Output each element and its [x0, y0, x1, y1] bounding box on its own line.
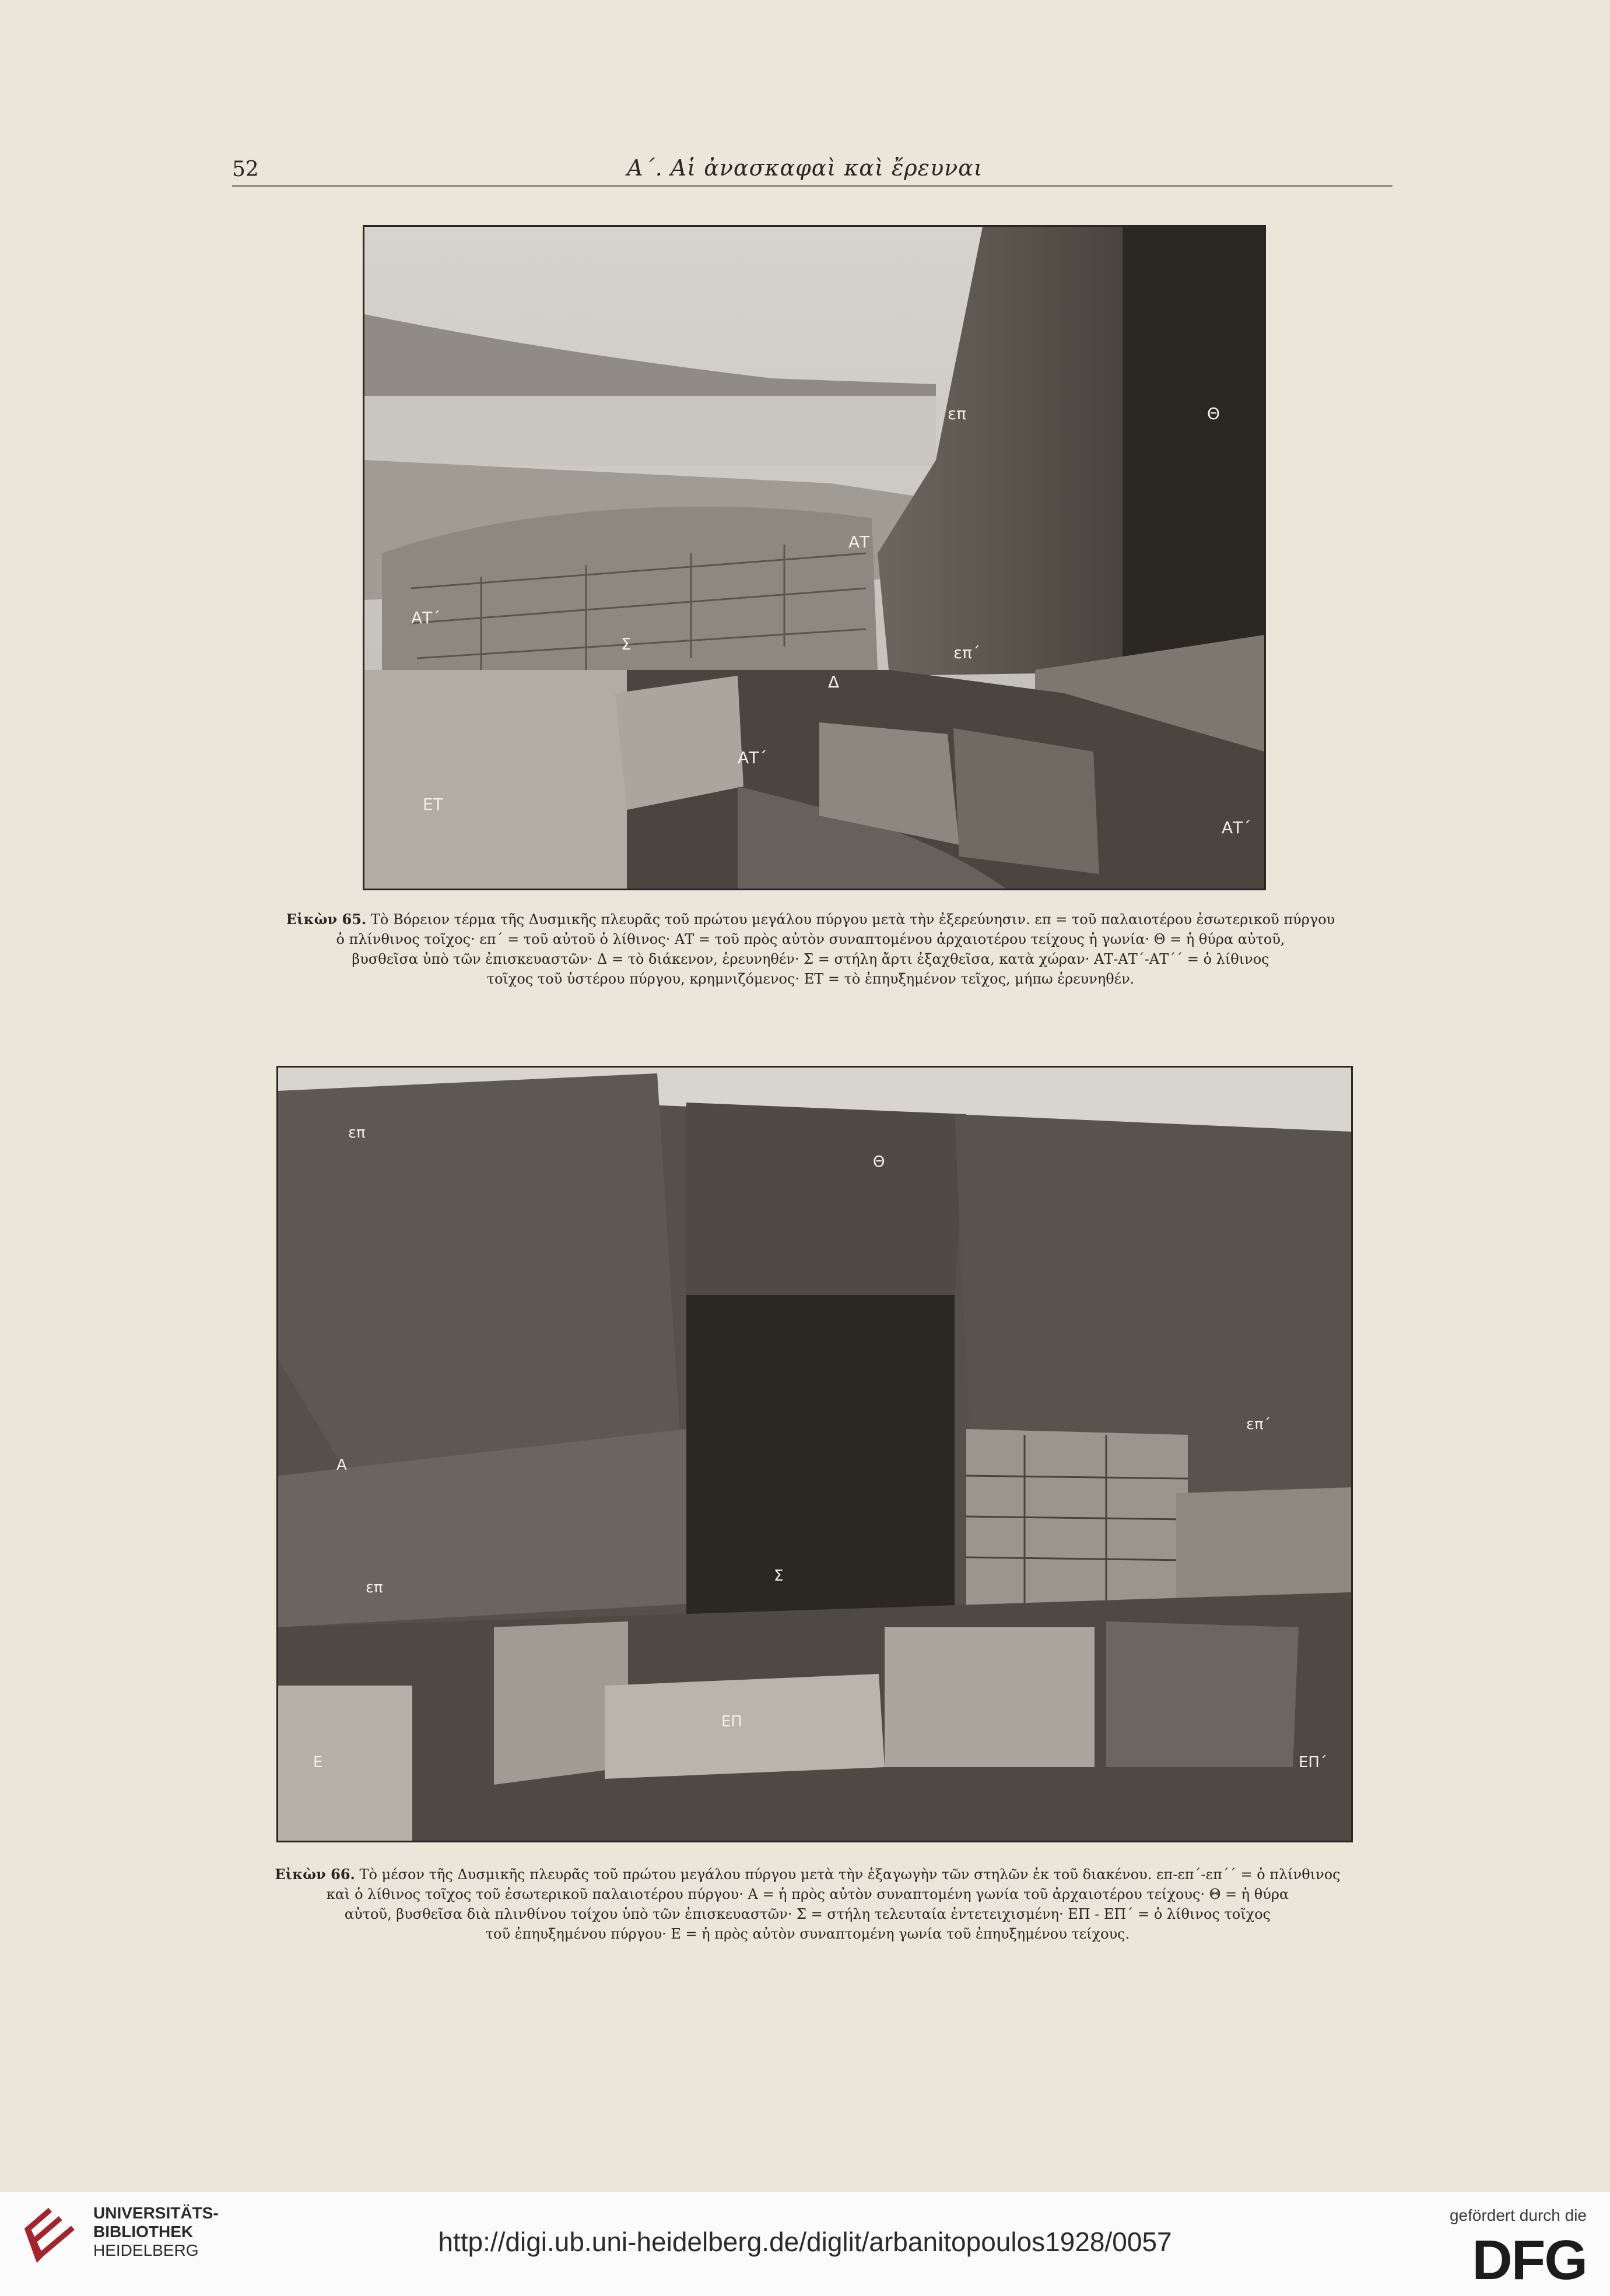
caption-line: Εἰκὼν 66. Τὸ μέσον τῆς Δυσμικῆς πλευρᾶς τοῦ πρώτου μεγάλου πύργου μετὰ τὴν ἐξαγωγὴν τῶν στηλῶν ἐκ τοῦ διακένου. επ-επ΄-επ΄΄ = ὁ πλίνθινος — [275, 1866, 1341, 1883]
header-rule — [232, 185, 1392, 187]
permalink-url[interactable]: http://digi.ub.uni-heidelberg.de/diglit/arbanitopoulos1928/0057 — [438, 2227, 1172, 2257]
label-a: Α — [336, 1456, 347, 1474]
funded-by-label: gefördert durch die — [1449, 2206, 1587, 2224]
label-ep-bottom-right: ΕΠ΄ — [1299, 1754, 1327, 1771]
dfg-logo: DFG — [1472, 2229, 1587, 2291]
label-ep-right: επ΄ — [1246, 1416, 1271, 1433]
page-number: 52 — [232, 157, 259, 181]
caption-lead: Εἰκὼν 65. — [286, 911, 367, 928]
label-ep-top: επ — [348, 1124, 366, 1142]
label-ep-prime: επ΄ — [953, 643, 980, 662]
figure-66-caption — [257, 1865, 1359, 1944]
label-ep-center: ΕΠ — [721, 1713, 742, 1730]
caption-line: τοῦ ἐπηυξημένου πύργου· Ε = ἡ πρὸς αὐτὸν συναπτομένη γωνία τοῦ ἐπηυξημένου τείχους. — [485, 1926, 1130, 1942]
caption-line: Εἰκὼν 65. Τὸ Βόρειον τέρμα τῆς Δυσμικῆς πλευρᾶς τοῦ πρώτου μεγάλου πύργου μετὰ τὴν ἐξερεύνησιν. επ = τοῦ παλαιοτέρου ἐσωτερικοῦ πύργου — [286, 911, 1335, 928]
label-ep: επ — [948, 404, 966, 423]
university-library-name: UNIVERSITÄTS- BIBLIOTHEK HEIDELBERG — [93, 2204, 219, 2259]
label-at-left: ΑΤ΄ — [411, 608, 441, 627]
label-theta: Θ — [1207, 404, 1220, 423]
label-delta: Δ — [828, 672, 840, 691]
label-sigma: Σ — [621, 634, 632, 654]
running-title: Α΄. Αἱ ἀνασκαφαὶ καὶ ἔρευναι — [627, 155, 983, 181]
label-et: ΕΤ — [423, 795, 443, 814]
caption-lead: Εἰκὼν 66. — [275, 1866, 355, 1883]
figure-65-photo — [363, 225, 1266, 890]
label-ep-left: επ — [366, 1579, 383, 1596]
caption-line: βυσθεῖσα ὑπὸ τῶν ἐπισκευαστῶν· Δ = τὸ διάκενον, ἐρευνηθέν· Σ = στήλη ἄρτι ἐξαχθεῖσα, κατὰ χώραν· ΑΤ-ΑΤ΄-ΑΤ΄΄ = ὁ λίθινος — [352, 951, 1269, 967]
label-sigma: Σ — [774, 1567, 784, 1585]
caption-line: καὶ ὁ λίθινος τοῖχος τοῦ ἐσωτερικοῦ παλαιοτέρου πύργου· Α = ἡ πρὸς αὐτὸν συναπτομένη γωνία τοῦ ἀρχαιοτέρου τείχους· Θ = ἡ θύρα — [326, 1886, 1289, 1902]
figure-66-image — [278, 1068, 1351, 1841]
label-at-right: ΑΤ΄ — [1222, 818, 1251, 837]
label-at-prime: ΑΤ΄ — [738, 748, 767, 767]
label-at: ΑΤ — [848, 532, 870, 552]
label-e: Ε — [313, 1754, 323, 1771]
figure-66-photo — [276, 1066, 1353, 1842]
figure-65-caption — [262, 910, 1359, 989]
caption-line: τοῖχος τοῦ ὑστέρου πύργου, κρημνιζόμενος· ΕΤ = τὸ ἐπηυξημένον τεῖχος, μήπω ἐρευνηθέν. — [486, 971, 1135, 987]
figure-65-image — [364, 227, 1264, 889]
caption-line: ὁ πλίνθινος τοῖχος· επ΄ = τοῦ αὐτοῦ ὁ λίθινος· ΑΤ = τοῦ πρὸς αὐτὸν συναπτομένου ἀρχαιοτέρου τείχους ἡ γωνία· Θ = ἡ θύρα αὐτοῦ, — [336, 931, 1285, 947]
caption-line: αὐτοῦ, βυσθεῖσα διὰ πλινθίνου τοίχου ὑπὸ τῶν ἐπισκευαστῶν· Σ = στήλη τελευταία ἐντετειχισμένη· ΕΠ - ΕΠ΄ = ὁ λίθινος τοῖχος — [344, 1906, 1271, 1922]
label-theta: Θ — [873, 1153, 885, 1171]
